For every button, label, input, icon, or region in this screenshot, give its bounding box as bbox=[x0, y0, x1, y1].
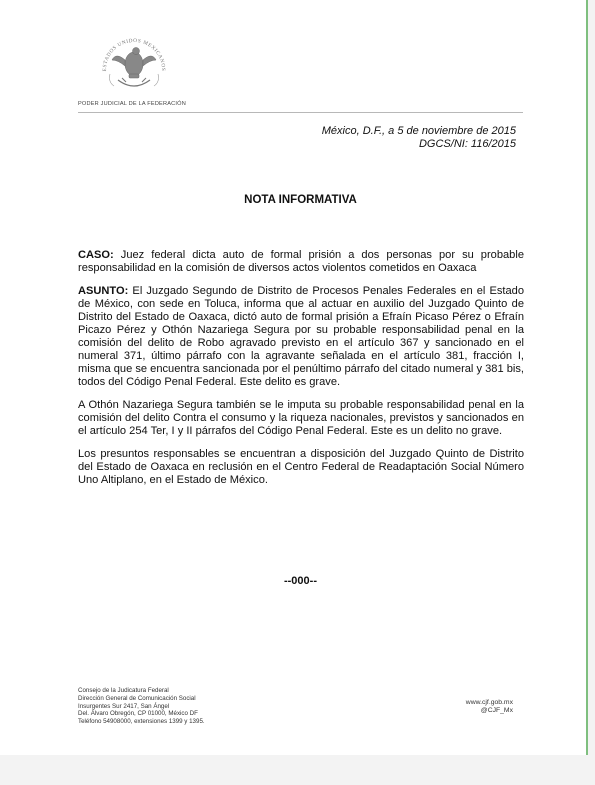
caso-text: Juez federal dicta auto de formal prisión a dos personas por su probable responsabilidad en la comisión de diversos actos violentos cometidos en Oaxaca bbox=[78, 249, 524, 274]
organization-name: PODER JUDICIAL DE LA FEDERACIÓN bbox=[78, 101, 186, 107]
seal-lettering: ESTADOS UNIDOS MEXICANOS bbox=[101, 37, 167, 72]
document-body bbox=[78, 249, 524, 498]
asunto-text: El Juzgado Segundo de Distrito de Procesos Penales Federales en el Estado de México, con sede en Toluca, informa que al actuar en auxilio del Juzgado Quinto de Distrito del Estado de Oaxaca, dictó auto de formal prisión a Efraín Picaso Pérez o Efraín Picazo Pérez y Othón Nazariega Segura por su probable responsabilidad penal en la comisión del delito de Robo agravado previsto en el artículo 367 y sancionado en el numeral 371, último párrafo con la agravante señalada en el artículo 381, fracción I, misma que se encuentra sancionada por el penúltimo párrafo del citado numeral y 381 bis, todos del Código Penal Federal. Este delito es grave. bbox=[78, 285, 524, 388]
footer-line: Dirección General de Comunicación Social bbox=[78, 694, 196, 702]
footer-line: Consejo de la Judicatura Federal bbox=[78, 687, 169, 694]
document-title: NOTA INFORMATIVA bbox=[244, 194, 357, 206]
footer-line: Teléfono 54908000, extensiones 1399 y 1395. bbox=[78, 718, 205, 726]
dateline bbox=[322, 125, 516, 151]
national-seal-icon bbox=[96, 30, 172, 98]
footer-address bbox=[78, 687, 205, 726]
paragraph-3: A Othón Nazariega Segura también se le imputa su probable responsabilidad penal en la comisión del delito Contra el consumo y la riqueza nacionales, previstos y sancionados en el artículo 254 Ter, I y II párrafos del Código Penal Federal. Este es un delito no grave. bbox=[78, 399, 524, 437]
end-mark: --000-- bbox=[283, 575, 317, 587]
footer-contact bbox=[466, 699, 513, 715]
asunto-label: ASUNTO: bbox=[78, 285, 129, 298]
reference-number: DGCS/NI: 116/2015 bbox=[418, 138, 516, 150]
footer-twitter: @CJF_Mx bbox=[480, 707, 513, 715]
asunto-paragraph bbox=[78, 285, 524, 388]
header-divider bbox=[78, 112, 523, 113]
footer-website: www.cjf.gob.mx bbox=[465, 699, 513, 706]
place-date: México, D.F., a 5 de noviembre de 2015 bbox=[321, 125, 516, 137]
paragraph-4: Los presuntos responsables se encuentran a disposición del Juzgado Quinto de Distrito del Estado de Oaxaca en reclusión en el Centro Federal de Readaptación Social Número Uno Altiplano, en el Estado de México. bbox=[78, 448, 524, 487]
caso-paragraph bbox=[78, 249, 524, 275]
footer-line: Insurgentes Sur 2417, San Ángel bbox=[78, 702, 170, 710]
footer-line: Del. Álvaro Obregón, CP 01000, México DF bbox=[78, 710, 198, 718]
caso-label: CASO: bbox=[78, 249, 114, 261]
